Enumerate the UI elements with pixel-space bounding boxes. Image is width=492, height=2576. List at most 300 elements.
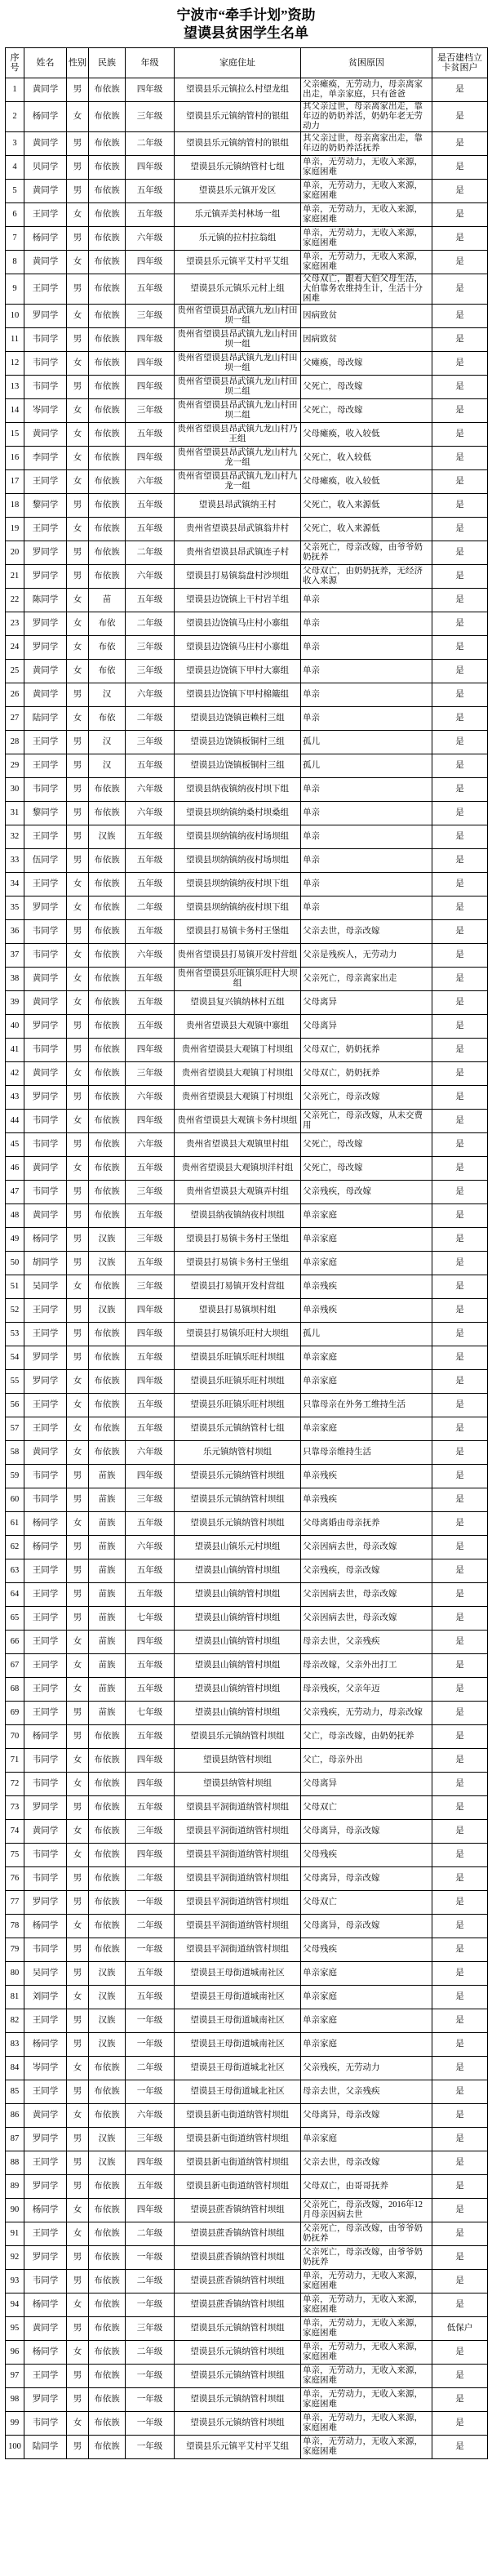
cell-col-gender: 女 (67, 873, 89, 896)
cell-col-grade: 一年级 (126, 1938, 175, 1962)
cell-col-ethnicity: 布依族 (89, 1441, 126, 1465)
cell-col-reason: 单亲残疾 (301, 1275, 432, 1299)
cell-col-registered: 是 (432, 227, 488, 251)
cell-col-name: 黄同学 (24, 968, 67, 991)
cell-col-reason: 父母离异 (301, 1773, 432, 1796)
cell-col-index: 96 (6, 2341, 24, 2365)
cell-col-ethnicity: 布依族 (89, 2341, 126, 2365)
cell-col-grade: 二年级 (126, 132, 175, 156)
cell-col-index: 98 (6, 2388, 24, 2412)
cell-col-registered: 是 (432, 2104, 488, 2128)
cell-col-address: 望谟县纳夜镇纳夜村坝组 (175, 1204, 301, 1228)
cell-col-gender: 男 (67, 802, 89, 825)
cell-col-registered: 是 (432, 1039, 488, 1062)
table-row (6, 156, 488, 180)
cell-col-grade: 一年级 (126, 1891, 175, 1915)
cell-col-gender: 男 (67, 2388, 89, 2412)
cell-col-grade: 二年级 (126, 612, 175, 636)
cell-col-index: 81 (6, 1986, 24, 2009)
cell-col-ethnicity: 布依族 (89, 1915, 126, 1938)
cell-col-gender: 女 (67, 399, 89, 423)
cell-col-name: 王同学 (24, 1394, 67, 1417)
table-row (6, 2175, 488, 2199)
cell-col-gender: 男 (67, 2436, 89, 2459)
cell-col-gender: 女 (67, 896, 89, 920)
cell-col-gender: 男 (67, 683, 89, 707)
cell-col-name: 罗同学 (24, 1015, 67, 1039)
cell-col-address: 望谟县纳管村坝组 (175, 1749, 301, 1773)
cell-col-grade: 一年级 (126, 2033, 175, 2057)
cell-col-name: 黎同学 (24, 494, 67, 518)
cell-col-grade: 六年级 (126, 2104, 175, 2128)
table-row (6, 565, 488, 589)
cell-col-ethnicity: 布依族 (89, 2388, 126, 2412)
cell-col-name: 王同学 (24, 1654, 67, 1678)
cell-col-name: 王同学 (24, 2151, 67, 2175)
cell-col-ethnicity: 布依族 (89, 305, 126, 328)
cell-col-reason: 父母离婚由母亲抚养 (301, 1512, 432, 1536)
cell-col-ethnicity: 布依族 (89, 991, 126, 1015)
cell-col-address: 望谟县打易镇卡务村王堡组 (175, 1252, 301, 1275)
cell-col-reason: 父亲死亡，母亲改嫁，由爷爷奶奶抚养 (301, 2246, 432, 2270)
cell-col-name: 黄同学 (24, 1157, 67, 1181)
cell-col-ethnicity: 布依族 (89, 227, 126, 251)
cell-col-reason: 父死亡，收入来源低 (301, 518, 432, 541)
table-row (6, 968, 488, 991)
cell-col-registered: 是 (432, 1299, 488, 1323)
cell-col-gender: 男 (67, 1465, 89, 1488)
table-row (6, 251, 488, 274)
cell-col-ethnicity: 苗族 (89, 1607, 126, 1631)
cell-col-ethnicity: 布依族 (89, 944, 126, 968)
cell-col-reason: 父亲残疾，母改嫁 (301, 1181, 432, 1204)
cell-col-name: 韦同学 (24, 2270, 67, 2293)
cell-col-name: 王同学 (24, 470, 67, 494)
cell-col-index: 88 (6, 2151, 24, 2175)
cell-col-ethnicity: 布依族 (89, 2057, 126, 2080)
cell-col-index: 2 (6, 102, 24, 132)
cell-col-registered: 是 (432, 1086, 488, 1110)
cell-col-grade: 五年级 (126, 991, 175, 1015)
cell-col-address: 贵州省望谟县打易镇开发村营组 (175, 944, 301, 968)
cell-col-address: 望谟县王母街道城南社区 (175, 2033, 301, 2057)
cell-col-address: 望谟县山镇纳管村坝组 (175, 1583, 301, 1607)
cell-col-grade: 五年级 (126, 1583, 175, 1607)
cell-col-reason: 单亲，无劳动力，无收入来源，家庭困难 (301, 227, 432, 251)
cell-col-reason: 父亲死亡，母亲改嫁 (301, 1086, 432, 1110)
cell-col-address: 望谟县王母街道城北社区 (175, 2080, 301, 2104)
cell-col-gender: 男 (67, 1039, 89, 1062)
table-row (6, 1133, 488, 1157)
cell-col-reason: 父母残疾 (301, 1938, 432, 1962)
cell-col-name: 刘同学 (24, 1986, 67, 2009)
cell-col-name: 杨同学 (24, 2033, 67, 2057)
table-row (6, 1938, 488, 1962)
cell-col-ethnicity: 布依族 (89, 352, 126, 376)
cell-col-name: 黄同学 (24, 1062, 67, 1086)
cell-col-address: 望谟县山镇纳管村坝组 (175, 1678, 301, 1702)
cell-col-reason: 孤儿 (301, 1323, 432, 1346)
cell-col-registered: 是 (432, 328, 488, 352)
cell-col-ethnicity: 布依族 (89, 1773, 126, 1796)
cell-col-grade: 二年级 (126, 896, 175, 920)
cell-col-name: 韦同学 (24, 920, 67, 944)
cell-col-name: 岑同学 (24, 399, 67, 423)
table-row (6, 274, 488, 305)
cell-col-name: 王同学 (24, 2222, 67, 2246)
cell-col-reason: 父亲死亡，母亲改嫁，由爷爷奶奶抚养 (301, 2222, 432, 2246)
cell-col-ethnicity: 布依族 (89, 1844, 126, 1867)
cell-col-index: 62 (6, 1536, 24, 1559)
document-subtitle: 望谟县贫困学生名单 (184, 25, 308, 41)
cell-col-grade: 五年级 (126, 1962, 175, 1986)
cell-col-ethnicity: 布依族 (89, 1346, 126, 1370)
cell-col-ethnicity: 布依族 (89, 1110, 126, 1133)
table-row (6, 1252, 488, 1275)
cell-col-name: 黄同学 (24, 423, 67, 447)
cell-col-index: 72 (6, 1773, 24, 1796)
cell-col-gender: 女 (67, 2293, 89, 2317)
cell-col-address: 望谟县平洞街道纳管村坝组 (175, 1891, 301, 1915)
cell-col-name: 王同学 (24, 1607, 67, 1631)
cell-col-ethnicity: 汉族 (89, 1299, 126, 1323)
cell-col-reason: 单亲家庭 (301, 2128, 432, 2151)
table-row (6, 944, 488, 968)
cell-col-grade: 五年级 (126, 1157, 175, 1181)
cell-col-address: 望谟县王母街道城北社区 (175, 2057, 301, 2080)
cell-col-reason: 父母残疾 (301, 1844, 432, 1867)
cell-col-ethnicity: 布依族 (89, 920, 126, 944)
cell-col-grade: 四年级 (126, 1773, 175, 1796)
cell-col-index: 99 (6, 2412, 24, 2436)
cell-col-gender: 男 (67, 1583, 89, 1607)
table-row (6, 2222, 488, 2246)
table-row (6, 494, 488, 518)
table-row (6, 180, 488, 203)
table-row (6, 399, 488, 423)
cell-col-registered: 是 (432, 1417, 488, 1441)
table-row (6, 1559, 488, 1583)
cell-col-registered: 是 (432, 2365, 488, 2388)
cell-col-index: 38 (6, 968, 24, 991)
cell-col-reason: 单亲家庭 (301, 1252, 432, 1275)
cell-col-name: 王同学 (24, 1417, 67, 1441)
cell-col-index: 83 (6, 2033, 24, 2057)
cell-col-ethnicity: 布依族 (89, 2080, 126, 2104)
cell-col-reason: 单亲 (301, 636, 432, 660)
cell-col-grade: 四年级 (126, 1465, 175, 1488)
cell-col-ethnicity: 布依族 (89, 203, 126, 227)
cell-col-grade: 二年级 (126, 541, 175, 565)
cell-col-name: 罗同学 (24, 1086, 67, 1110)
cell-col-ethnicity: 汉族 (89, 1252, 126, 1275)
cell-col-index: 13 (6, 376, 24, 399)
cell-col-name: 黄同学 (24, 1441, 67, 1465)
cell-col-registered: 是 (432, 2151, 488, 2175)
cell-col-gender: 男 (67, 541, 89, 565)
cell-col-address: 贵州省望谟县大观镇坝洋村组 (175, 1157, 301, 1181)
cell-col-grade: 三年级 (126, 2128, 175, 2151)
cell-col-reason: 单亲残疾 (301, 1465, 432, 1488)
cell-col-index: 50 (6, 1252, 24, 1275)
table-row (6, 1844, 488, 1867)
cell-col-grade: 六年级 (126, 1086, 175, 1110)
cell-col-name: 罗同学 (24, 2388, 67, 2412)
cell-col-gender: 女 (67, 1512, 89, 1536)
cell-col-name: 王同学 (24, 2365, 67, 2388)
cell-col-ethnicity: 汉族 (89, 2128, 126, 2151)
cell-col-name: 韦同学 (24, 352, 67, 376)
cell-col-registered: 是 (432, 1323, 488, 1346)
cell-col-index: 75 (6, 1844, 24, 1867)
cell-col-registered: 是 (432, 1749, 488, 1773)
cell-col-registered: 是 (432, 1559, 488, 1583)
cell-col-grade: 三年级 (126, 102, 175, 132)
cell-col-address: 望谟县坝纳镇纳夜村场坝组 (175, 849, 301, 873)
cell-col-grade: 五年级 (126, 1015, 175, 1039)
cell-col-gender: 男 (67, 2270, 89, 2293)
table-row (6, 1346, 488, 1370)
cell-col-name: 韦同学 (24, 1465, 67, 1488)
cell-col-grade: 三年级 (126, 1181, 175, 1204)
cell-col-address: 贵州省望谟县昂武镇九龙山村乃王组 (175, 423, 301, 447)
cell-col-name: 黄同学 (24, 2317, 67, 2341)
cell-col-registered: 是 (432, 132, 488, 156)
cell-col-index: 65 (6, 1607, 24, 1631)
cell-col-ethnicity: 苗族 (89, 1631, 126, 1654)
cell-col-index: 12 (6, 352, 24, 376)
table-row (6, 1488, 488, 1512)
cell-col-grade: 二年级 (126, 2270, 175, 2293)
cell-col-grade: 三年级 (126, 636, 175, 660)
cell-col-name: 黄同学 (24, 683, 67, 707)
cell-col-address: 望谟县蔗香镇纳管村坝组 (175, 2246, 301, 2270)
cell-col-gender: 男 (67, 1204, 89, 1228)
cell-col-gender: 男 (67, 274, 89, 305)
cell-col-address: 望谟县乐元镇纳管村坝组 (175, 2317, 301, 2341)
cell-col-address: 望谟县蔗香镇纳管村坝组 (175, 2270, 301, 2293)
cell-col-name: 黎同学 (24, 802, 67, 825)
cell-col-gender: 男 (67, 754, 89, 778)
cell-col-reason: 父亲死亡，母亲改嫁，2016年12月母亲因病去世 (301, 2199, 432, 2222)
cell-col-address: 望谟县蔗香镇纳管村坝组 (175, 2222, 301, 2246)
cell-col-gender: 女 (67, 1678, 89, 1702)
table-row (6, 1962, 488, 1986)
cell-col-ethnicity: 布依族 (89, 328, 126, 352)
cell-col-address: 望谟县打易镇卡务村王堡组 (175, 920, 301, 944)
cell-col-name: 杨同学 (24, 2199, 67, 2222)
cell-col-grade: 五年级 (126, 1346, 175, 1370)
cell-col-gender: 女 (67, 1749, 89, 1773)
cell-col-reason: 单亲，无劳动力，无收入来源，家庭困难 (301, 180, 432, 203)
cell-col-address: 望谟县蔗香镇纳管村坝组 (175, 2293, 301, 2317)
table-row (6, 660, 488, 683)
cell-col-reason: 单亲，无劳动力，无收入来源，家庭困难 (301, 2412, 432, 2436)
cell-col-registered: 是 (432, 1773, 488, 1796)
table-row (6, 470, 488, 494)
cell-col-name: 韦同学 (24, 1133, 67, 1157)
cell-col-registered: 是 (432, 2246, 488, 2270)
cell-col-reason: 父亲去世，母亲改嫁 (301, 920, 432, 944)
cell-col-grade: 五年级 (126, 1512, 175, 1536)
cell-col-reason: 父母双亡 (301, 1891, 432, 1915)
cell-col-reason: 单亲家庭 (301, 1346, 432, 1370)
table-row (6, 1678, 488, 1702)
cell-col-reason: 单亲家庭 (301, 1204, 432, 1228)
cell-col-gender: 男 (67, 825, 89, 849)
cell-col-reason: 只靠母亲在外务工维持生活 (301, 1394, 432, 1417)
cell-col-gender: 男 (67, 920, 89, 944)
cell-col-name: 黄同学 (24, 78, 67, 102)
cell-col-ethnicity: 布依族 (89, 1394, 126, 1417)
cell-col-name: 罗同学 (24, 565, 67, 589)
cell-col-grade: 五年级 (126, 494, 175, 518)
cell-col-address: 望谟县坝纳镇纳夜村坝下组 (175, 896, 301, 920)
cell-col-grade: 三年级 (126, 660, 175, 683)
cell-col-ethnicity: 汉族 (89, 1228, 126, 1252)
table-row (6, 1441, 488, 1465)
cell-col-index: 15 (6, 423, 24, 447)
cell-col-registered: 是 (432, 1678, 488, 1702)
cell-col-name: 黄同学 (24, 1820, 67, 1844)
cell-col-registered: 是 (432, 2412, 488, 2436)
table-row (6, 2246, 488, 2270)
cell-col-gender: 女 (67, 1441, 89, 1465)
cell-col-ethnicity: 布依族 (89, 2175, 126, 2199)
cell-col-registered: 是 (432, 1915, 488, 1938)
cell-col-reason: 父母离异，母亲改嫁 (301, 1867, 432, 1891)
cell-col-ethnicity: 布依族 (89, 896, 126, 920)
cell-col-name: 伍同学 (24, 849, 67, 873)
cell-col-registered: 是 (432, 1938, 488, 1962)
cell-col-gender: 女 (67, 968, 89, 991)
cell-col-ethnicity: 布依族 (89, 1157, 126, 1181)
cell-col-registered: 是 (432, 203, 488, 227)
cell-col-index: 47 (6, 1181, 24, 1204)
cell-col-reason: 父母离异，母亲改嫁 (301, 2104, 432, 2128)
cell-col-grade: 四年级 (126, 2151, 175, 2175)
cell-col-grade: 二年级 (126, 2222, 175, 2246)
cell-col-grade: 二年级 (126, 2057, 175, 2080)
cell-col-address: 乐元镇弄美村林场一组 (175, 203, 301, 227)
cell-col-registered: 是 (432, 920, 488, 944)
cell-col-grade: 四年级 (126, 352, 175, 376)
cell-col-name: 王同学 (24, 873, 67, 896)
table-row (6, 2270, 488, 2293)
cell-col-registered: 是 (432, 352, 488, 376)
cell-col-address: 望谟县复兴镇纳林村五组 (175, 991, 301, 1015)
table-row (6, 896, 488, 920)
cell-col-name: 韦同学 (24, 1938, 67, 1962)
header-col-grade: 年级 (126, 48, 175, 78)
cell-col-reason: 因病致贫 (301, 328, 432, 352)
cell-col-address: 望谟县边饶镇马庄村小寨组 (175, 636, 301, 660)
document-title: 宁波市“牵手计划”资助 (176, 7, 316, 23)
cell-col-index: 39 (6, 991, 24, 1015)
cell-col-name: 韦同学 (24, 1749, 67, 1773)
cell-col-name: 杨同学 (24, 1725, 67, 1749)
cell-col-name: 罗同学 (24, 305, 67, 328)
cell-col-gender: 女 (67, 1773, 89, 1796)
table-row (6, 2341, 488, 2365)
cell-col-grade: 五年级 (126, 1678, 175, 1702)
cell-col-gender: 男 (67, 1299, 89, 1323)
header-col-name: 姓名 (24, 48, 67, 78)
cell-col-ethnicity: 布依族 (89, 251, 126, 274)
cell-col-ethnicity: 布依族 (89, 565, 126, 589)
table-row (6, 2293, 488, 2317)
cell-col-address: 望谟县乐元镇纳管村坝组 (175, 2388, 301, 2412)
cell-col-registered: 是 (432, 447, 488, 470)
cell-col-reason: 父死亡，母改嫁 (301, 399, 432, 423)
cell-col-grade: 六年级 (126, 683, 175, 707)
cell-col-grade: 三年级 (126, 1228, 175, 1252)
cell-col-index: 74 (6, 1820, 24, 1844)
cell-col-index: 42 (6, 1062, 24, 1086)
cell-col-gender: 女 (67, 203, 89, 227)
cell-col-reason: 单亲家庭 (301, 1370, 432, 1394)
cell-col-registered: 是 (432, 802, 488, 825)
table-row (6, 1725, 488, 1749)
cell-col-reason: 因病致贫 (301, 305, 432, 328)
cell-col-name: 罗同学 (24, 541, 67, 565)
cell-col-grade: 四年级 (126, 78, 175, 102)
cell-col-reason: 父亲残疾，无劳动力，母亲改嫁 (301, 1702, 432, 1725)
cell-col-ethnicity: 汉族 (89, 2009, 126, 2033)
cell-col-address: 望谟县纳夜镇纳夜村坝下组 (175, 778, 301, 802)
cell-col-ethnicity: 苗族 (89, 1465, 126, 1488)
header-col-index: 序号 (6, 48, 24, 78)
cell-col-address: 贵州省望谟县昂武镇九龙山村田坝二组 (175, 376, 301, 399)
cell-col-ethnicity: 布依族 (89, 2317, 126, 2341)
cell-col-registered: 是 (432, 2436, 488, 2459)
cell-col-index: 31 (6, 802, 24, 825)
cell-col-address: 贵州省望谟县昂武镇九龙山村田坝一组 (175, 328, 301, 352)
cell-col-address: 望谟县山镇纳管村坝组 (175, 1702, 301, 1725)
cell-col-name: 杨同学 (24, 227, 67, 251)
cell-col-reason: 父死亡，收入来源低 (301, 494, 432, 518)
cell-col-index: 97 (6, 2365, 24, 2388)
cell-col-name: 韦同学 (24, 1773, 67, 1796)
cell-col-gender: 女 (67, 447, 89, 470)
table-row (6, 754, 488, 778)
cell-col-grade: 五年级 (126, 1986, 175, 2009)
cell-col-name: 王同学 (24, 2080, 67, 2104)
cell-col-ethnicity: 布依族 (89, 1370, 126, 1394)
cell-col-grade: 二年级 (126, 1867, 175, 1891)
cell-col-index: 36 (6, 920, 24, 944)
cell-col-registered: 是 (432, 1536, 488, 1559)
table-row (6, 1631, 488, 1654)
cell-col-reason: 父亲瘫痪，无劳动力，母亲离家出走，单亲家庭，只有爸爸 (301, 78, 432, 102)
cell-col-reason: 单亲 (301, 589, 432, 612)
cell-col-address: 贵州省望谟县大观镇丁村坝组 (175, 1039, 301, 1062)
cell-col-ethnicity: 布依族 (89, 78, 126, 102)
cell-col-name: 胡同学 (24, 1252, 67, 1275)
cell-col-name: 黄同学 (24, 180, 67, 203)
cell-col-ethnicity: 布依族 (89, 2199, 126, 2222)
cell-col-grade: 五年级 (126, 754, 175, 778)
cell-col-address: 望谟县平洞街道纳管村坝组 (175, 1938, 301, 1962)
cell-col-address: 贵州省望谟县昂武镇九龙山村九龙一组 (175, 447, 301, 470)
cell-col-gender: 女 (67, 1110, 89, 1133)
cell-col-reason: 父亲残疾，无劳动力 (301, 2057, 432, 2080)
cell-col-index: 32 (6, 825, 24, 849)
cell-col-ethnicity: 汉 (89, 731, 126, 754)
cell-col-registered: 是 (432, 1133, 488, 1157)
cell-col-index: 55 (6, 1370, 24, 1394)
cell-col-address: 望谟县乐元镇乐元村上组 (175, 274, 301, 305)
